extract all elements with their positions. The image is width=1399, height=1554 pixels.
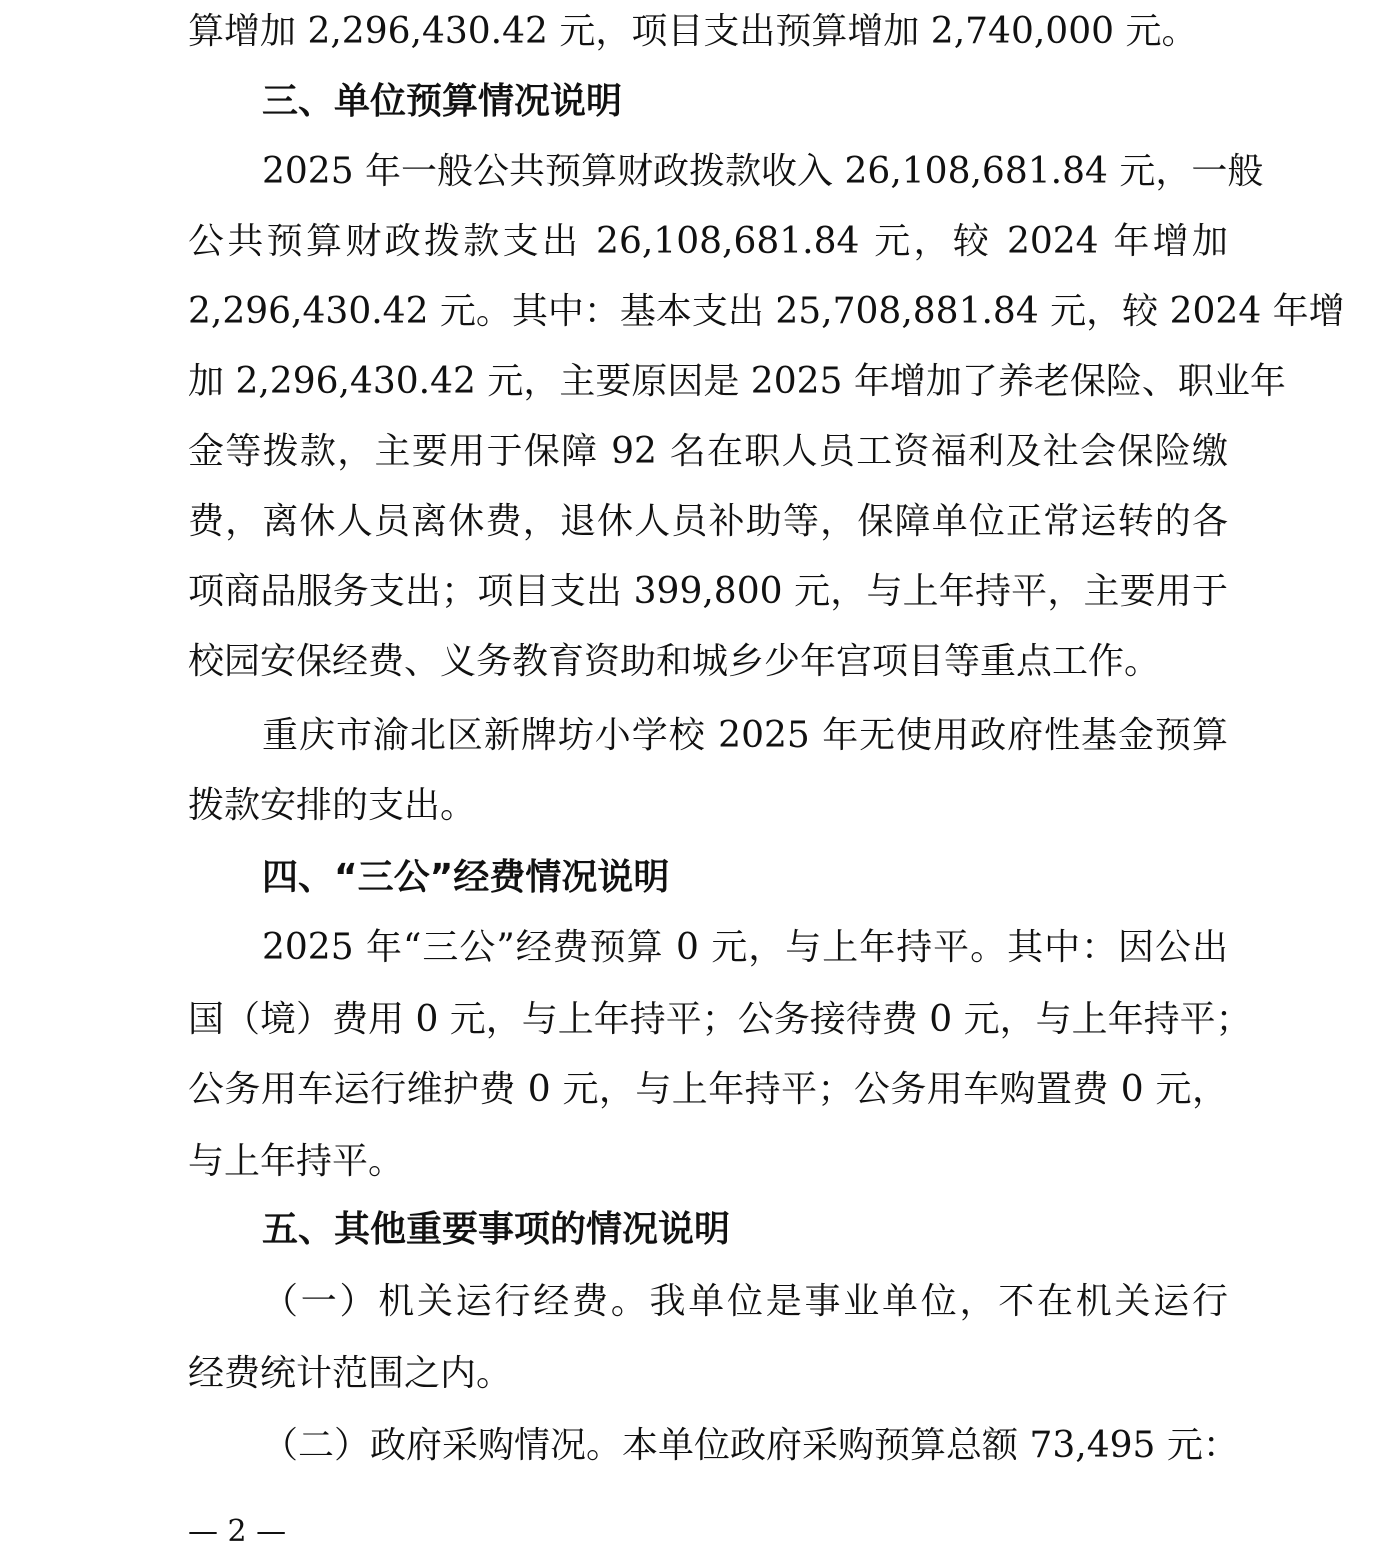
paragraph-line: 重庆市渝北区新牌坊小学校 2025 年无使用政府性基金预算 — [262, 715, 1228, 756]
paragraph-line: 2025 年“三公”经费预算 0 元，与上年持平。其中：因公出 — [262, 927, 1228, 968]
paragraph-line: 拨款安排的支出。 — [188, 785, 477, 826]
section-heading-5: 五、其他重要事项的情况说明 — [262, 1209, 731, 1250]
paragraph-line: 费，离休人员离休费，退休人员补助等，保障单位正常运转的各 — [188, 501, 1228, 542]
paragraph-line: 国（境）费用 0 元，与上年持平；公务接待费 0 元，与上年持平； — [188, 999, 1252, 1040]
paragraph-line: 项商品服务支出；项目支出 399,800 元，与上年持平，主要用于 — [188, 571, 1228, 612]
paragraph-line: 2,296,430.42 元。其中：基本支出 25,708,881.84 元，较 2024 年增 — [188, 291, 1345, 332]
section-heading-4: 四、“三公”经费情况说明 — [262, 857, 670, 898]
paragraph-line: （一）机关运行经费。我单位是事业单位，不在机关运行 — [262, 1281, 1228, 1322]
paragraph-line: （二）政府采购情况。本单位政府采购预算总额 73,495 元： — [262, 1425, 1239, 1466]
paragraph-line: 算增加 2,296,430.42 元，项目支出预算增加 2,740,000 元。 — [188, 11, 1198, 52]
paragraph-line: 金等拨款，主要用于保障 92 名在职人员工资福利及社会保险缴 — [188, 431, 1228, 472]
section-heading-3: 三、单位预算情况说明 — [262, 81, 623, 122]
paragraph-line: 经费统计范围之内。 — [188, 1353, 513, 1394]
paragraph-line: 2025 年一般公共预算财政拨款收入 26,108,681.84 元，一般 — [262, 151, 1264, 192]
paragraph-line: 公务用车运行维护费 0 元，与上年持平；公务用车购置费 0 元， — [188, 1069, 1228, 1110]
paragraph-line: 公共预算财政拨款支出 26,108,681.84 元，较 2024 年增加 — [188, 221, 1228, 262]
paragraph-line: 与上年持平。 — [188, 1141, 405, 1182]
page-number: — 2 — — [188, 1514, 287, 1549]
paragraph-line: 加 2,296,430.42 元，主要原因是 2025 年增加了养老保险、职业年 — [188, 361, 1286, 402]
paragraph-line: 校园安保经费、义务教育资助和城乡少年宫项目等重点工作。 — [188, 641, 1161, 682]
